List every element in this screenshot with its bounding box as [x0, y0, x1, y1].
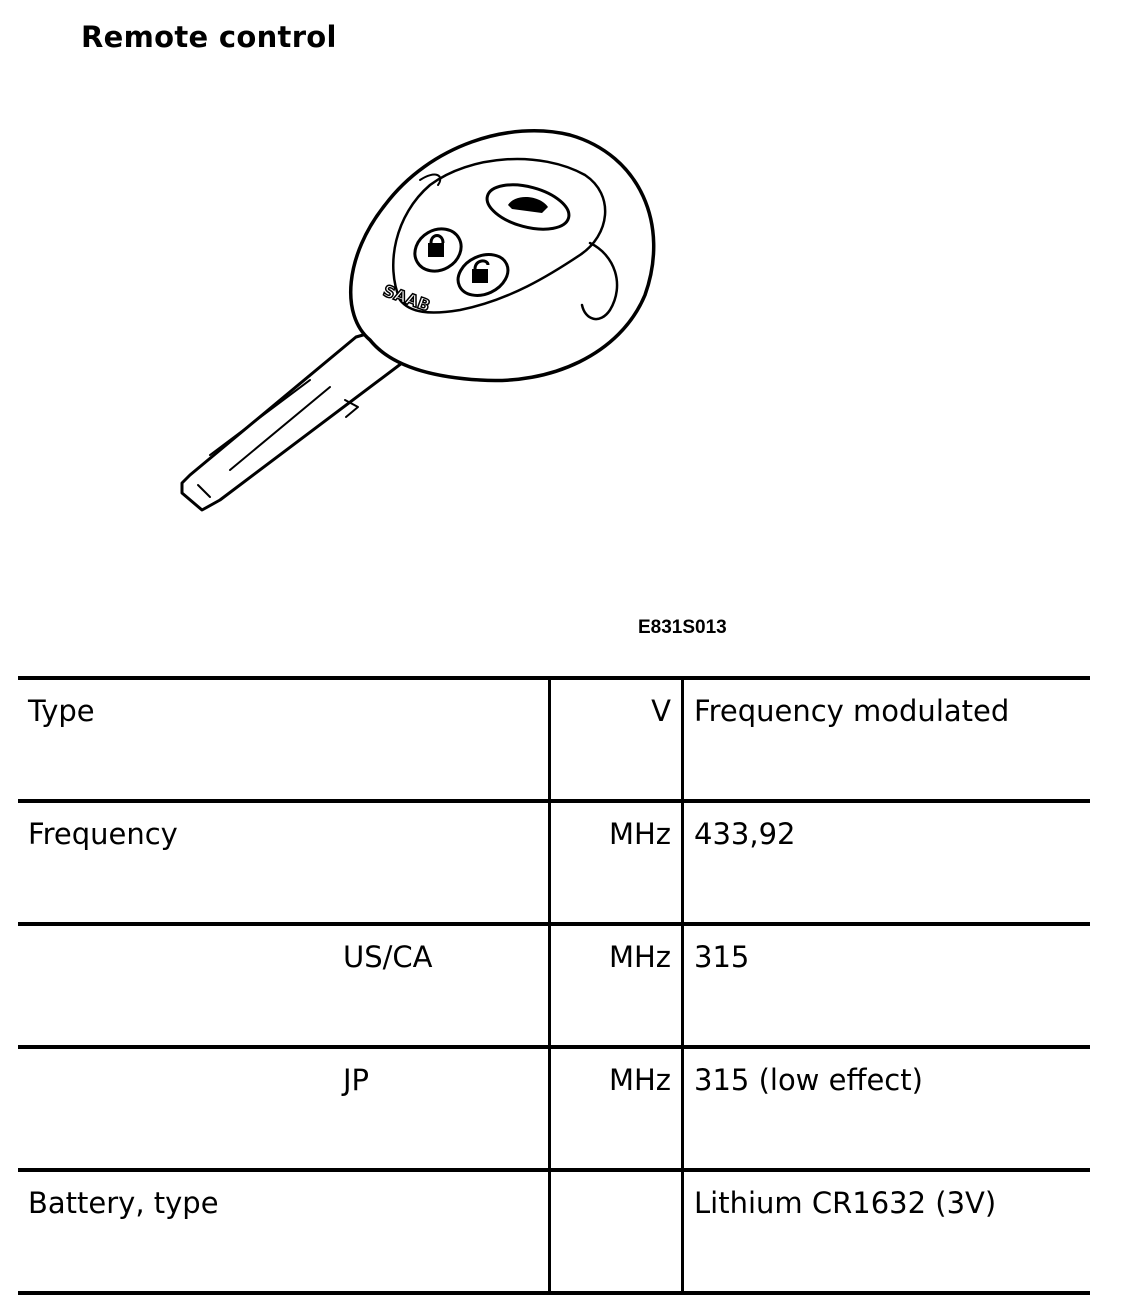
brand-mark: SAAB — [380, 280, 433, 316]
table-row — [18, 1170, 1090, 1293]
row-value: 433,92 — [683, 801, 1091, 924]
remote-key-illustration — [170, 125, 670, 525]
row-unit — [550, 1170, 683, 1293]
table-row — [18, 801, 1090, 924]
row-value: 315 (low effect) — [683, 1047, 1091, 1170]
row-label-cell — [18, 924, 550, 1047]
table-row — [18, 1047, 1090, 1170]
row-unit: V — [550, 678, 683, 801]
row-value: Lithium CR1632 (3V) — [683, 1170, 1091, 1293]
table-row — [18, 924, 1090, 1047]
row-value: 315 — [683, 924, 1091, 1047]
row-label: Frequency — [18, 801, 550, 924]
row-unit: MHz — [550, 1047, 683, 1170]
row-label-cell — [18, 1047, 550, 1170]
row-unit: MHz — [550, 801, 683, 924]
row-label: US/CA — [343, 940, 433, 974]
page-title: Remote control — [81, 20, 337, 54]
row-label: Type — [18, 678, 550, 801]
row-value: Frequency modulated — [683, 678, 1091, 801]
row-label: JP — [343, 1063, 370, 1097]
figure-code: E831S013 — [638, 617, 727, 638]
remote-key-icon — [170, 125, 670, 525]
row-unit: MHz — [550, 924, 683, 1047]
spec-table — [18, 676, 1090, 1295]
row-label: Battery, type — [18, 1170, 550, 1293]
table-row — [18, 678, 1090, 801]
